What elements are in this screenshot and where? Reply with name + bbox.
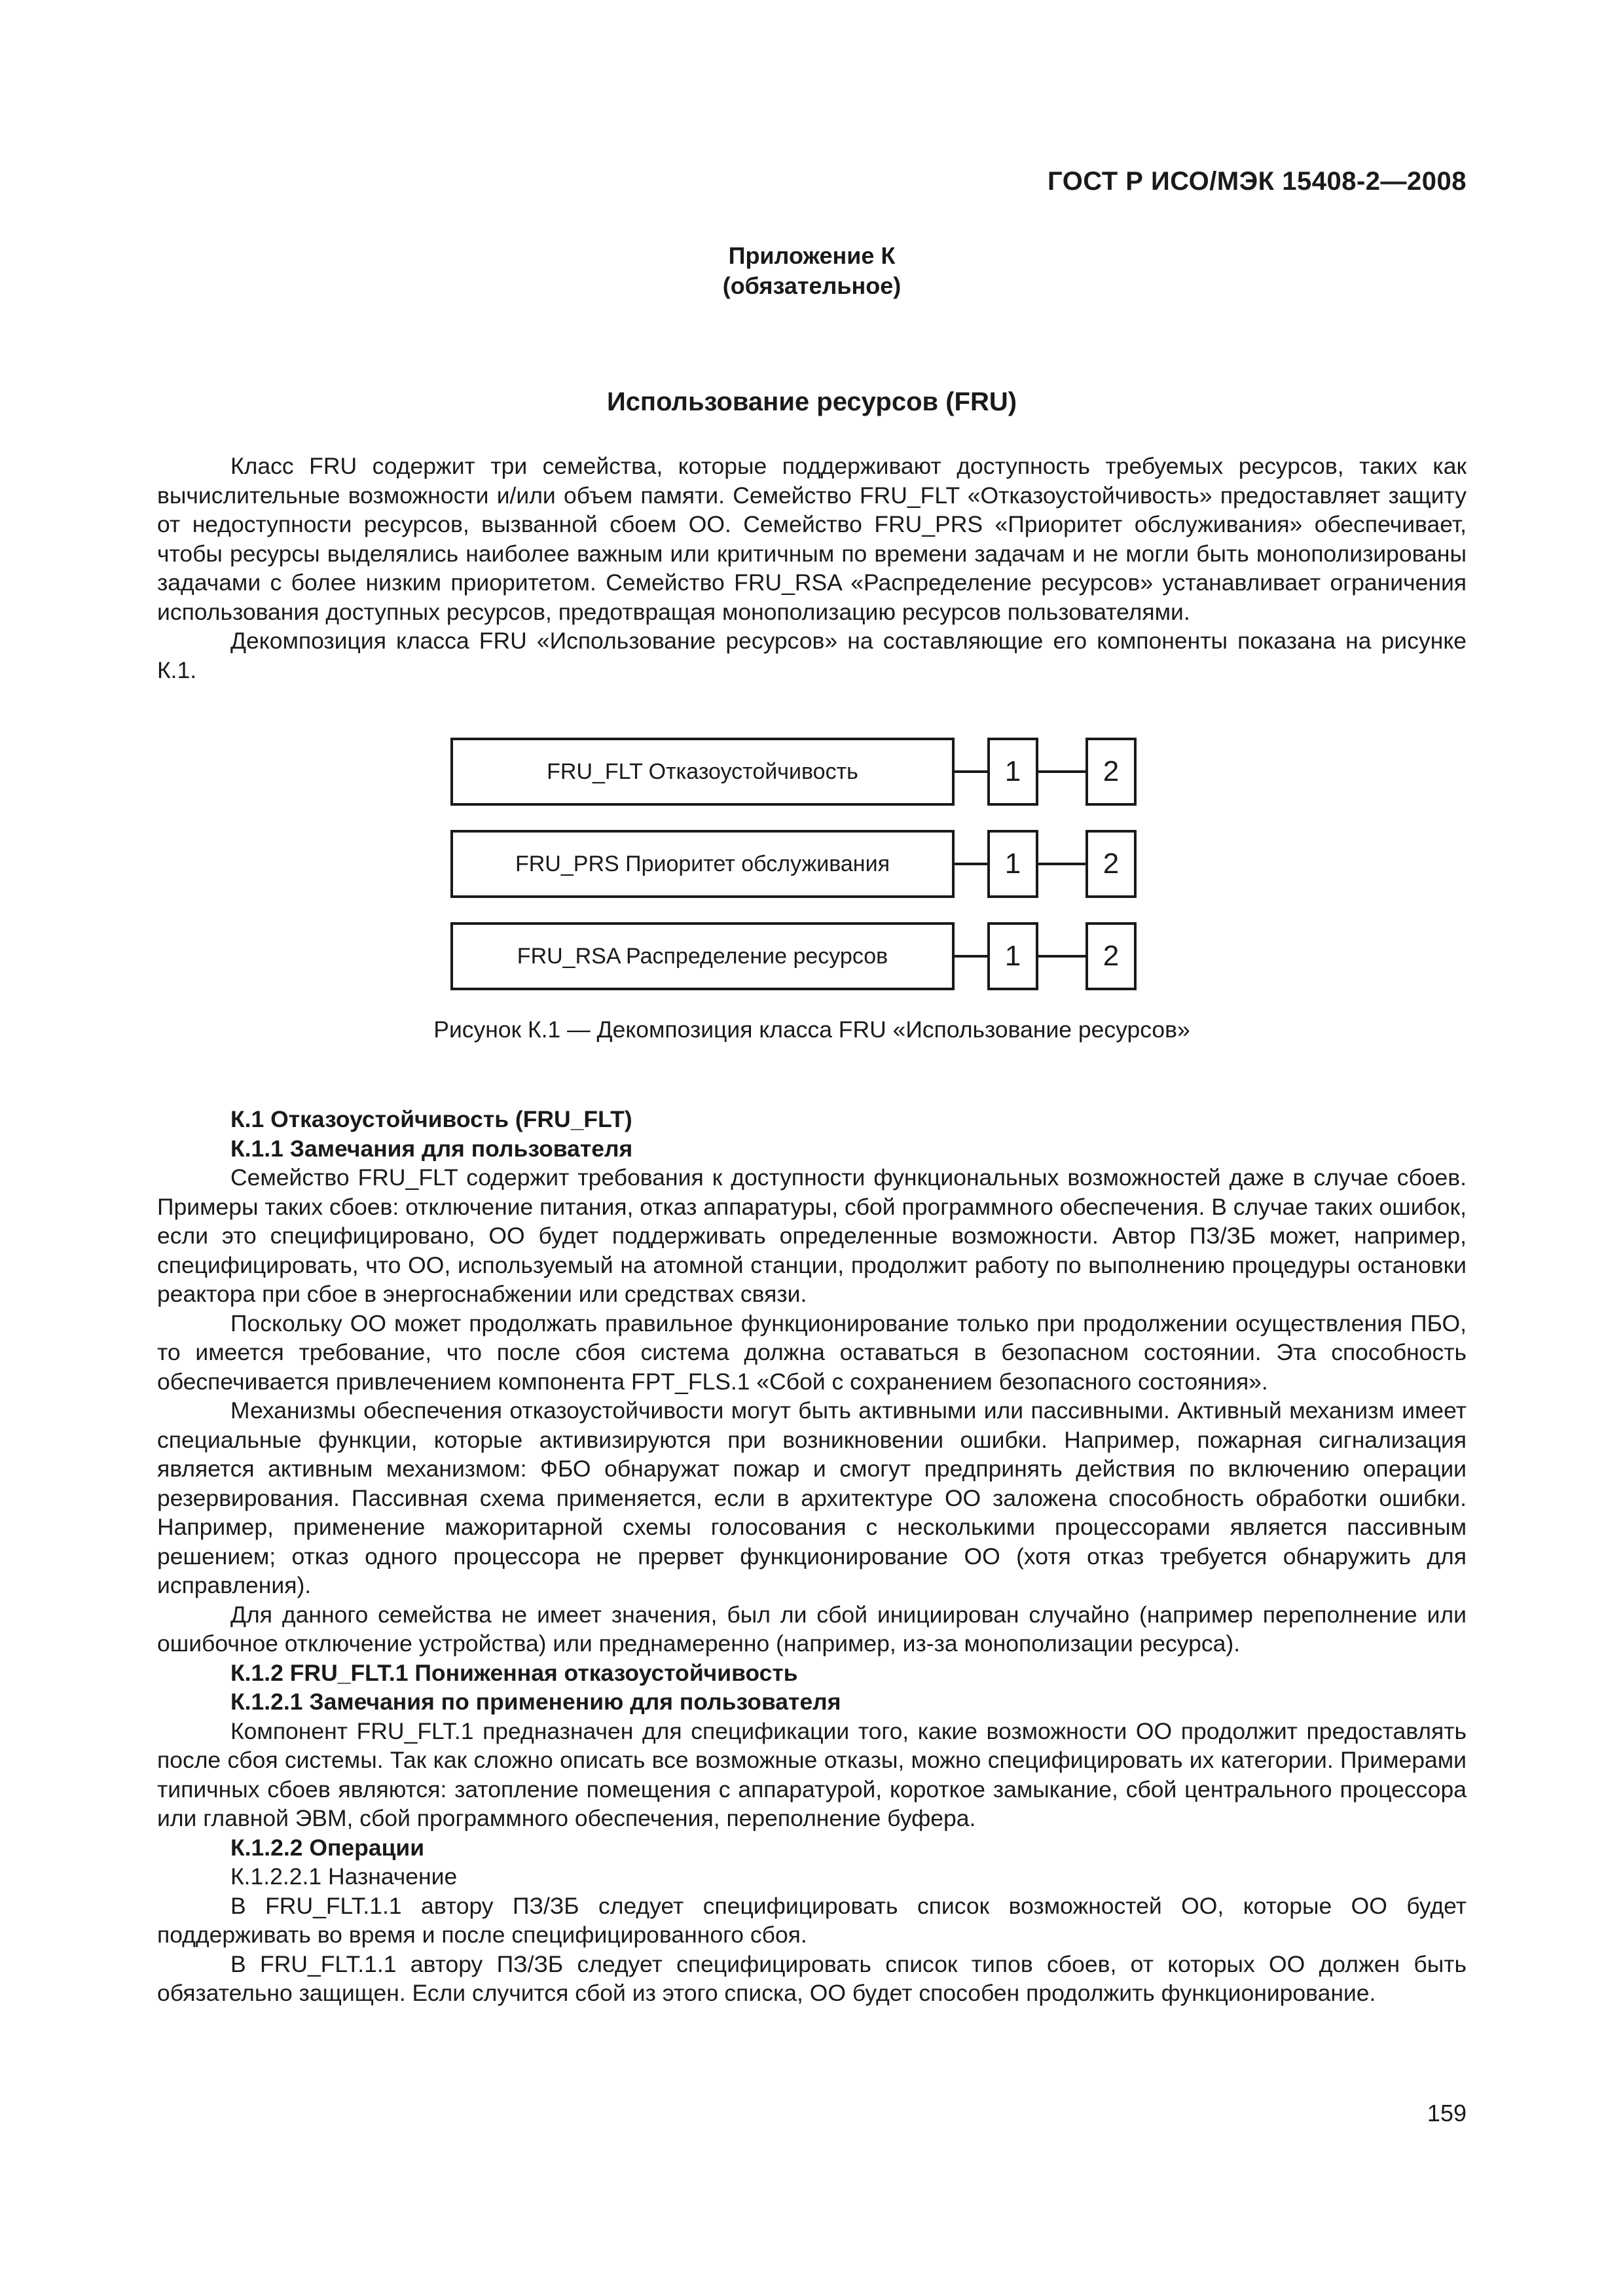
component-box-2: 2 — [1085, 830, 1137, 898]
connector-line — [955, 770, 987, 773]
subsection-label: К.1.2.2.1 Назначение — [230, 1863, 458, 1890]
family-box: FRU_RSA Распределение ресурсов — [450, 922, 955, 990]
subsection-heading: К.1.2.1 Замечания по применению для пользователя — [230, 1689, 841, 1715]
annex-status: (обязательное) — [722, 272, 902, 299]
standard-designation: ГОСТ Р ИСО/МЭК 15408-2—2008 — [1048, 167, 1467, 196]
intro-section — [157, 452, 1467, 685]
connector-line — [955, 863, 987, 865]
intro-paragraph: Декомпозиция класса FRU «Использование ресурсов» на составляющие его компоненты показана на рисунке К.1. — [157, 628, 1467, 683]
component-box-2: 2 — [1085, 738, 1137, 806]
section-heading: К.1 Отказоустойчивость (FRU_FLT) — [230, 1106, 632, 1132]
body-paragraph: В FRU_FLT.1.1 автору ПЗ/ЗБ следует специфицировать список возможностей ОО, которые ОО будет поддерживать во время и после специфицированного сбоя. — [157, 1892, 1467, 1948]
family-box: FRU_FLT Отказоустойчивость — [450, 738, 955, 806]
body-section — [157, 1105, 1467, 2008]
subsection-heading: К.1.2.2 Операции — [230, 1834, 425, 1861]
subsection-heading: К.1.2 FRU_FLT.1 Пониженная отказоустойчивость — [230, 1659, 798, 1686]
component-box-1: 1 — [987, 830, 1038, 898]
body-paragraph: В FRU_FLT.1.1 автору ПЗ/ЗБ следует специфицировать список типов сбоев, от которых ОО должен быть обязательно защищен. Если случится сбой из этого списка, ОО будет способен продолжить функционирование. — [157, 1950, 1467, 2006]
body-paragraph: Для данного семейства не имеет значения, был ли сбой инициирован случайно (например переполнение или ошибочное отключение устройства) или преднамеренно (например, из-за монополизации ресурса). — [157, 1601, 1467, 1657]
component-box-2: 2 — [1085, 922, 1137, 990]
component-box-1: 1 — [987, 738, 1038, 806]
body-paragraph: Семейство FRU_FLT содержит требования к доступности функциональных возможностей даже в случае сбоев. Примеры таких сбоев: отключение питания, отказ аппаратуры, сбой программного обеспечения. В случае таких ошибок, если это специфицировано, ОО будет поддерживать определенные возможности. Автор ПЗ/ЗБ может, например, специфицировать, что ОО, используемый на атомной станции, продолжит работу по выполнению процедуры остановки реактора при сбое в энергоснабжении или средствах связи. — [157, 1164, 1467, 1307]
decomposition-diagram — [450, 738, 1151, 1006]
intro-paragraph: Класс FRU содержит три семейства, которые поддерживают доступность требуемых ресурсов, таких как вычислительные возможности и/или объем памяти. Семейство FRU_FLT «Отказоустойчивость» предоставляет защиту от недоступности ресурсов, вызванной сбоем ОО. Семейство FRU_PRS «Приоритет обслуживания» обеспечивает, чтобы ресурсы выделялись наиболее важным или критичным по времени задачам и не могли быть монополизированы задачами с более низким приоритетом. Семейство FRU_RSA «Распределение ресурсов» устанавливает ограничения использования доступных ресурсов, предотвращая монополизацию ресурсов пользователями. — [157, 453, 1467, 625]
document-page — [157, 0, 1467, 2296]
annex-label: Приложение К — [728, 242, 896, 269]
figure-caption: Рисунок К.1 — Декомпозиция класса FRU «Использование ресурсов» — [433, 1016, 1190, 1043]
body-paragraph: Механизмы обеспечения отказоустойчивости могут быть активными или пассивными. Активный механизм имеет специальные функции, которые активизируются при возникновении ошибки. Например, пожарная сигнализация является активным механизмом: ФБО обнаружат пожар и смогут предпринять действия по включению операции резервирования. Пассивная схема применяется, если в архитектуре ОО заложена способность обработки ошибки. Например, применение мажоритарной схемы голосования с несколькими процессорами является пассивным решением; отказ одного процессора не прервет функционирование ОО (хотя отказ требуется обнаружить для исправления). — [157, 1397, 1467, 1598]
diagram-row-flt — [450, 738, 1151, 810]
connector-line — [1038, 863, 1085, 865]
page-title: Использование ресурсов (FRU) — [606, 387, 1017, 416]
component-box-1: 1 — [987, 922, 1038, 990]
annex-heading — [157, 241, 1467, 301]
connector-line — [1038, 955, 1085, 958]
diagram-row-prs — [450, 830, 1151, 902]
body-paragraph: Поскольку ОО может продолжать правильное функционирование только при продолжении осуществления ПБО, то имеется требование, что после сбоя система должна оставаться в безопасном состоянии. Эта способность обеспечивается привлечением компонента FPT_FLS.1 «Сбой с сохранением безопасного состояния». — [157, 1310, 1467, 1395]
connector-line — [1038, 770, 1085, 773]
connector-line — [955, 955, 987, 958]
page-number: 159 — [1427, 2100, 1467, 2126]
family-box: FRU_PRS Приоритет обслуживания — [450, 830, 955, 898]
subsection-heading: К.1.1 Замечания для пользователя — [230, 1135, 633, 1162]
diagram-row-rsa — [450, 922, 1151, 994]
body-paragraph: Компонент FRU_FLT.1 предназначен для спецификации того, какие возможности ОО продолжит предоставлять после сбоя системы. Так как сложно описать все возможные отказы, можно специфицировать их категории. Примерами типичных сбоев являются: затопление помещения с аппаратурой, короткое замыкание, сбой центрального процессора или главной ЭВМ, сбой программного обеспечения, переполнение буфера. — [157, 1717, 1467, 1831]
